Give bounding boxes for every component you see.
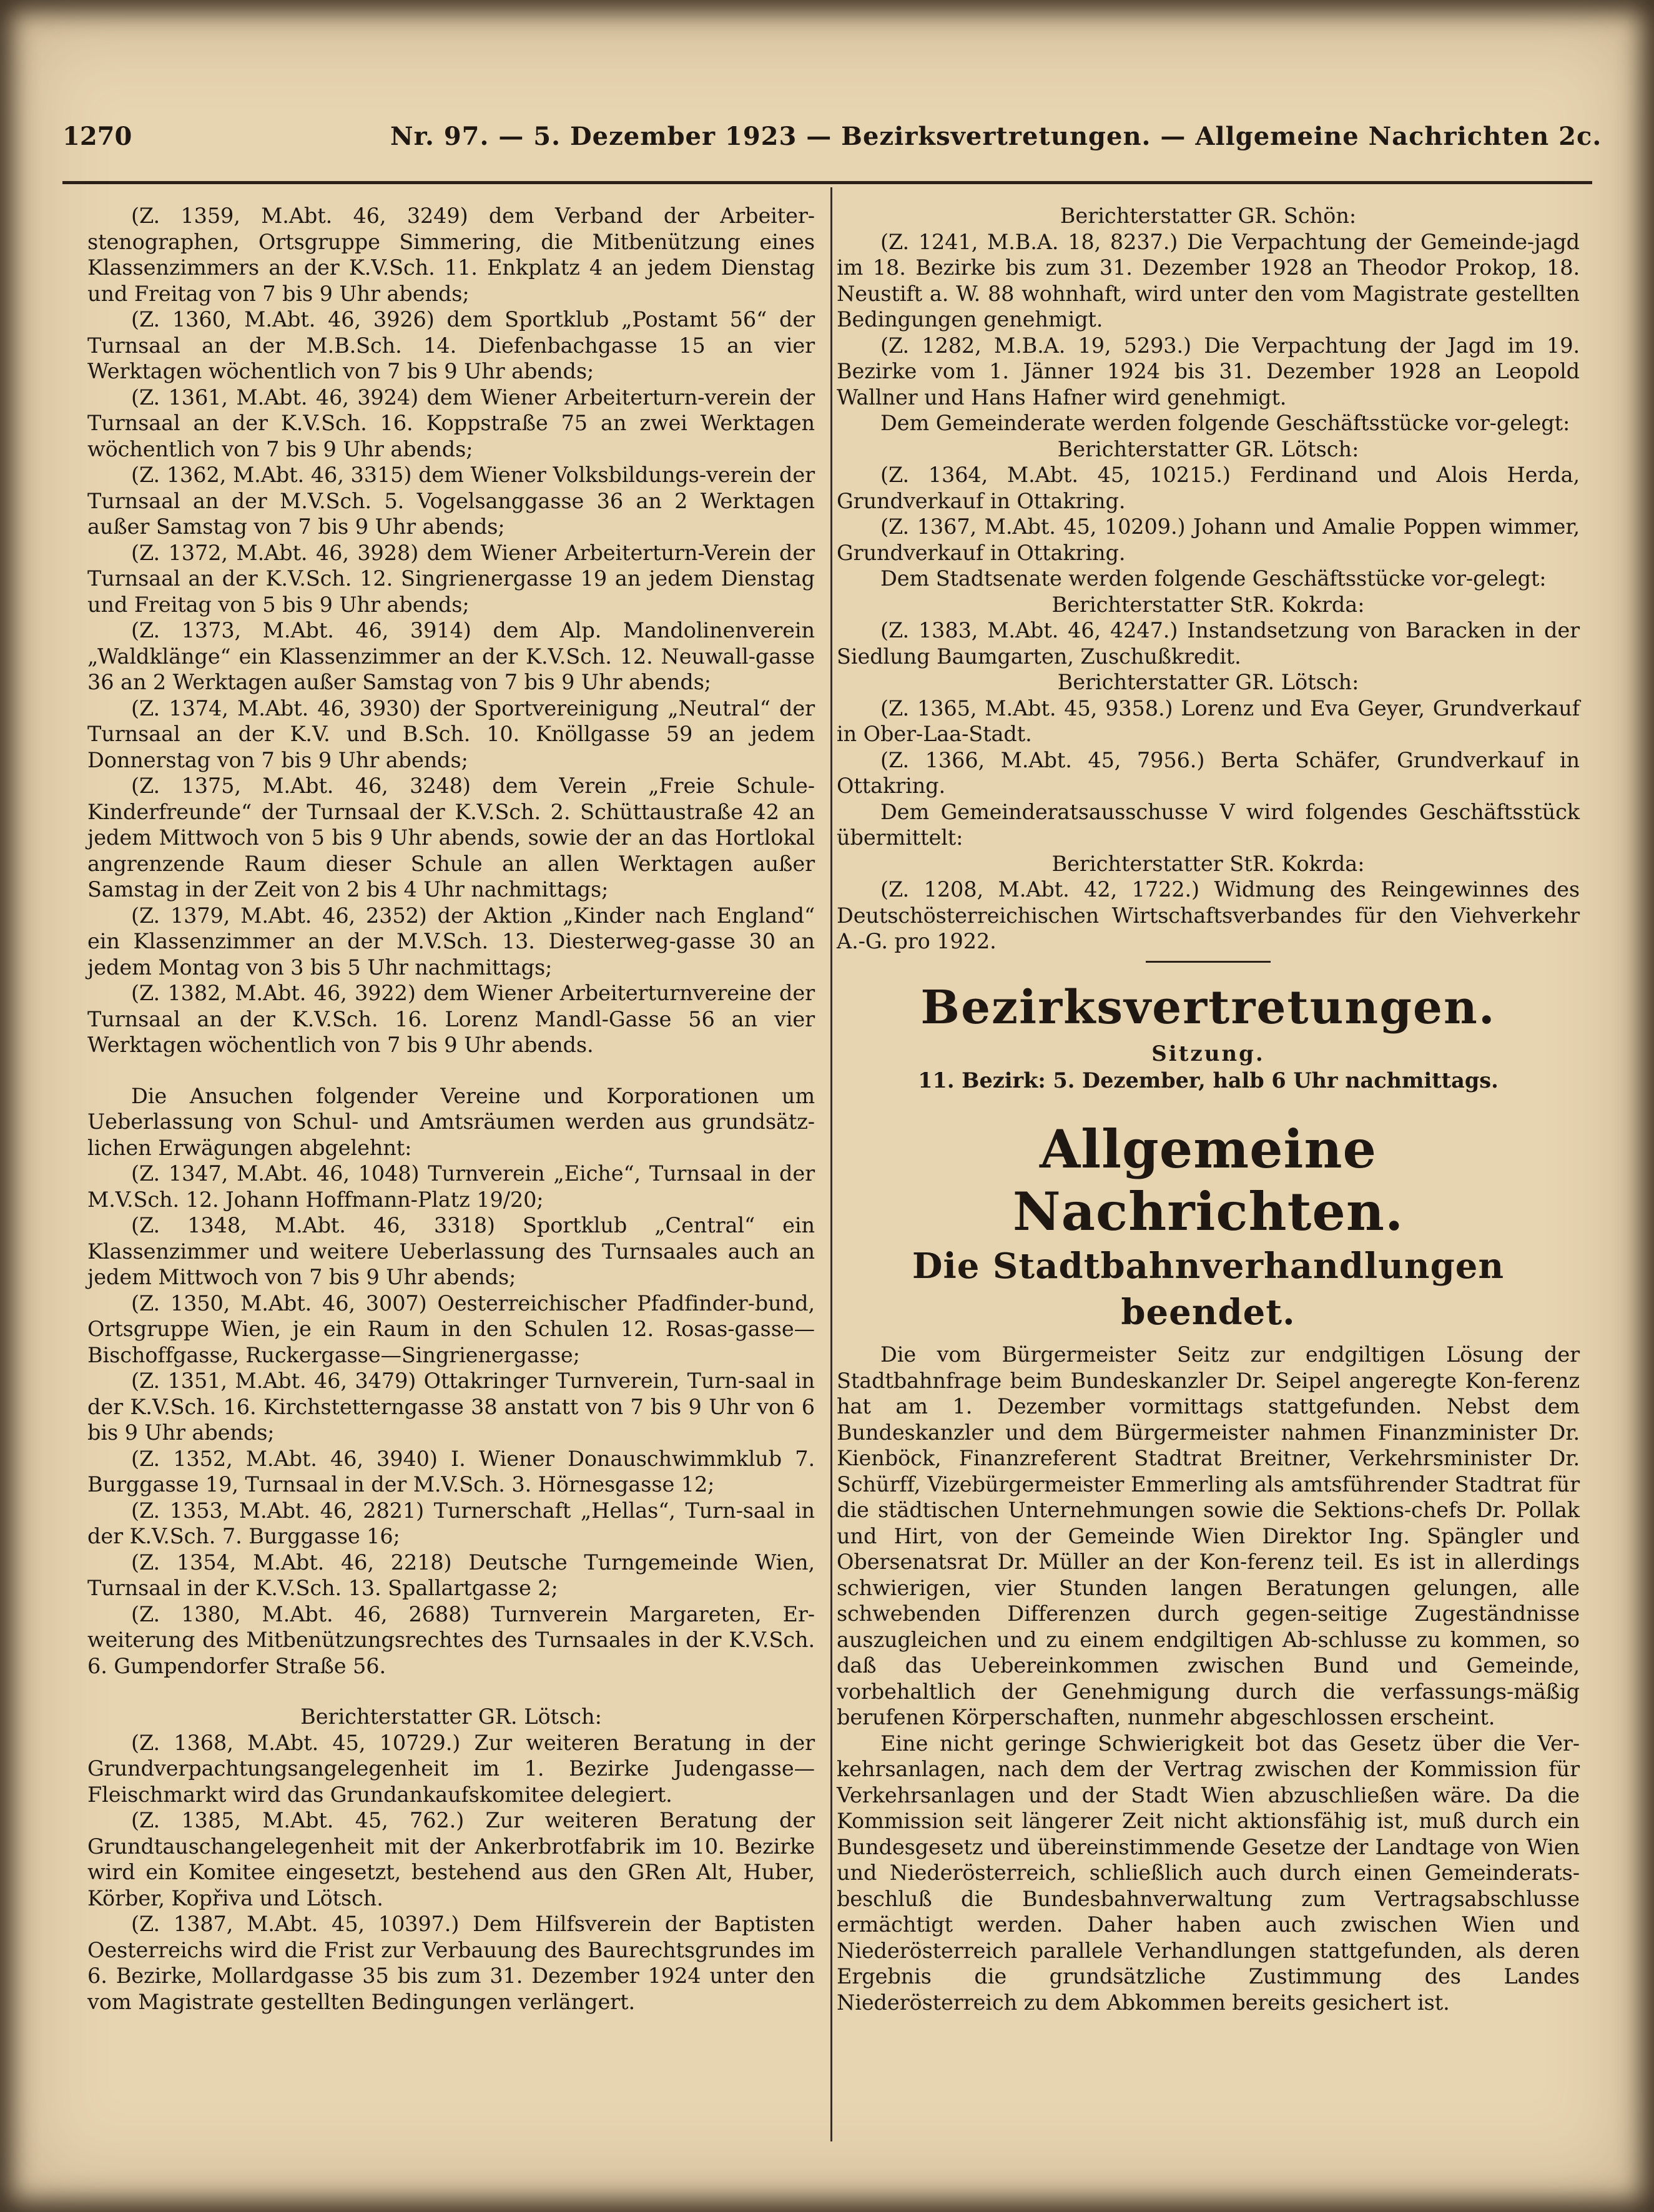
article-headline: Die Stadtbahnverhandlungen beendet.	[912, 1246, 1505, 1333]
paragraph: Eine nicht geringe Schwierigkeit bot das Gesetz über die Ver-kehrsanlagen, nach dem der Vertrag zwischen der Kommission für Verkehrsanlagen und der Stadt Wien abzuschließen wäre. Da die Kommission seit längerer Zeit nicht aktionsfähig ist, muß durch ein Bundesgesetz und übereinstimmende Gesetze der Landtage von Wien und Niederösterreich, schließlich auch durch einen Gemeinderats-beschluß die Bundesbahnverwaltung zum Vertragsabschlusse ermächtigt werden. Daher haben auch zwischen Wien und Niederösterreich parallele Verhandlungen stattgefunden, als deren Ergebnis die grundsätzliche Zustimmung des Landes Niederösterreich zu dem Abkommen bereits gesichert ist.	[837, 1731, 1580, 2015]
section-title: Allgemeine Nachrichten.	[1012, 1118, 1404, 1242]
paragraph: (Z. 1282, M.B.A. 19, 5293.) Die Verpachtung der Jagd im 19. Bezirke vom 1. Jänner 1924 bis 31. Dezember 1928 an Leopold Wallner und Hans Hafner wird genehmigt.	[837, 333, 1580, 410]
page-number: 1270	[62, 122, 132, 151]
paragraph: (Z. 1383, M.Abt. 46, 4247.) Instandsetzung von Baracken in der Siedlung Baumgarten, Zuschußkredit.	[837, 618, 1580, 669]
paragraph: (Z. 1372, M.Abt. 46, 3928) dem Wiener Arbeiterturn-Verein der Turnsaal an der K.V.Sch. 12. Singrienergasse 19 an jedem Dienstag und Freitag von 5 bis 9 Uhr abends;	[87, 540, 815, 617]
paragraph: (Z. 1353, M.Abt. 46, 2821) Turnerschaft „Hellas“, Turn-saal in der K.V.Sch. 7. Burggasse 16;	[87, 1498, 815, 1548]
paragraph: (Z. 1208, M.Abt. 42, 1722.) Widmung des Reingewinnes des Deutschösterreichischen Wirtschaftsverbandes für den Viehverkehr A.-G. pro 1922.	[837, 877, 1580, 953]
reporter-heading: Berichterstatter GR. Lötsch:	[300, 1704, 602, 1729]
paragraph: (Z. 1362, M.Abt. 46, 3315) dem Wiener Volksbildungs-verein der Turnsaal an der M.V.Sch. 5. Vogelsanggasse 36 an 2 Werktagen außer Samstag von 7 bis 9 Uhr abends;	[87, 463, 815, 539]
paragraph: (Z. 1241, M.B.A. 18, 8237.) Die Verpachtung der Gemeinde-jagd im 18. Bezirke bis zum 31. Dezember 1928 an Theodor Prokop, 18. Neustift a. W. 88 wohnhaft, wird unter den vom Magistrate gestellten Bedingungen genehmigt.	[837, 229, 1580, 332]
left-column	[87, 203, 815, 2015]
paragraph: Die Ansuchen folgender Vereine und Korporationen um Ueberlassung von Schul- und Amtsräumen werden aus grundsätz-lichen Erwägungen abgelehnt:	[87, 1083, 815, 1160]
paragraph: Dem Gemeinderatsausschusse V wird folgendes Geschäftsstück übermittelt:	[837, 799, 1580, 850]
paragraph: (Z. 1361, M.Abt. 46, 3924) dem Wiener Arbeiterturn-verein der Turnsaal an der K.V.Sch. 16. Koppstraße 75 an zwei Werktagen wöchentlich von 7 bis 9 Uhr abends;	[87, 385, 815, 461]
paragraph: Dem Stadtsenate werden folgende Geschäftsstücke vor-gelegt:	[880, 566, 1547, 591]
paragraph: (Z. 1379, M.Abt. 46, 2352) der Aktion „Kinder nach England“ ein Klassenzimmer an der M.V.Sch. 13. Diesterweg-gasse 30 an jedem Montag von 3 bis 5 Uhr nachmittags;	[87, 903, 815, 980]
reporter-heading: Berichterstatter GR. Lötsch:	[1057, 436, 1359, 461]
running-header	[62, 122, 1602, 165]
paragraph: (Z. 1348, M.Abt. 46, 3318) Sportklub „Central“ ein Klassenzimmer und weitere Ueberlassung des Turnsaales auch an jedem Mittwoch von 7 bis 9 Uhr abends;	[87, 1213, 815, 1289]
paragraph: (Z. 1366, M.Abt. 45, 7956.) Berta Schäfer, Grundverkauf in Ottakring.	[837, 747, 1580, 798]
right-column	[837, 203, 1580, 2015]
paragraph: Dem Gemeinderate werden folgende Geschäftsstücke vor-gelegt:	[880, 411, 1570, 435]
paragraph: (Z. 1368, M.Abt. 45, 10729.) Zur weiteren Beratung in der Grundverpachtungsangelegenheit im 1. Bezirke Judengasse—Fleischmarkt wird das Grundankaufskomitee delegiert.	[87, 1730, 815, 1807]
paragraph: (Z. 1387, M.Abt. 45, 10397.) Dem Hilfsverein der Baptisten Oesterreichs wird die Frist zur Verbauung des Baurechtsgrundes im 6. Bezirke, Mollardgasse 35 bis zum 31. Dezember 1924 unter den vom Magistrate gestellten Bedingungen verlängert.	[87, 1912, 815, 2014]
section-title: Bezirksvertretungen.	[920, 980, 1496, 1035]
reporter-heading: Berichterstatter StR. Kokrda:	[1051, 592, 1365, 617]
paragraph: (Z. 1375, M.Abt. 46, 3248) dem Verein „Freie Schule-Kinderfreunde“ der Turnsaal der K.V.Sch. 2. Schüttaustraße 42 an jedem Mittwoch von 5 bis 9 Uhr abends, sowie der an das Hortlokal angrenzende Raum dieser Schule an allen Werktagen außer Samstag in der Zeit von 2 bis 4 Uhr nachmittags;	[87, 774, 815, 902]
paragraph: (Z. 1374, M.Abt. 46, 3930) der Sportvereinigung „Neutral“ der Turnsaal an der K.V. und B.Sch. 10. Knöllgasse 59 an jedem Donnerstag von 7 bis 9 Uhr abends;	[87, 696, 815, 772]
paragraph: (Z. 1351, M.Abt. 46, 3479) Ottakringer Turnverein, Turn-saal in der K.V.Sch. 16. Kirchstetterngasse 38 anstatt von 7 bis 9 Uhr von 6 bis 9 Uhr abends;	[87, 1369, 815, 1445]
reporter-heading: Berichterstatter GR. Lötsch:	[1057, 670, 1359, 694]
paragraph: (Z. 1385, M.Abt. 45, 762.) Zur weiteren Beratung der Grundtauschangelegenheit mit der Ankerbrotfabrik im 10. Bezirke wird ein Komitee eingesetzt, bestehend aus den GRen Alt, Huber, Körber, Kopřiva und Lötsch.	[87, 1808, 815, 1910]
column-divider	[830, 187, 832, 2141]
paragraph: (Z. 1360, M.Abt. 46, 3926) dem Sportklub „Postamt 56“ der Turnsaal an der M.B.Sch. 14. Diefenbachgasse 15 an vier Werktagen wöchentlich von 7 bis 9 Uhr abends;	[87, 307, 815, 383]
paragraph: (Z. 1352, M.Abt. 46, 3940) I. Wiener Donauschwimmklub 7. Burggasse 19, Turnsaal in der M.V.Sch. 3. Hörnesgasse 12;	[87, 1446, 815, 1497]
paragraph: (Z. 1354, M.Abt. 46, 2218) Deutsche Turngemeinde Wien, Turnsaal in der K.V.Sch. 13. Spallartgasse 2;	[87, 1550, 815, 1600]
paragraph: (Z. 1382, M.Abt. 46, 3922) dem Wiener Arbeiterturnvereine der Turnsaal an der K.V.Sch. 16. Lorenz Mandl-Gasse 56 an vier Werktagen wöchentlich von 7 bis 9 Uhr abends.	[87, 981, 815, 1057]
paragraph: (Z. 1364, M.Abt. 45, 10215.) Ferdinand und Alois Herda, Grundverkauf in Ottakring.	[837, 463, 1580, 513]
section-subtitle: Sitzung.	[1151, 1041, 1265, 1066]
paragraph: (Z. 1350, M.Abt. 46, 3007) Oesterreichischer Pfadfinder-bund, Ortsgruppe Wien, je ein Raum in den Schulen 12. Rosas-gasse—Bischoffgasse, Ruckergasse—Singrienergasse;	[87, 1290, 815, 1367]
running-title: Nr. 97. — 5. Dezember 1923 — Bezirksvertretungen. — Allgemeine Nachrichten 2c.	[390, 122, 1602, 151]
reporter-heading: Berichterstatter StR. Kokrda:	[1051, 851, 1365, 876]
reporter-heading: Berichterstatter GR. Schön:	[1060, 204, 1357, 228]
paragraph: (Z. 1359, M.Abt. 46, 3249) dem Verband der Arbeiter-stenographen, Ortsgruppe Simmering, die Mitbenützung eines Klassenzimmers an der K.V.Sch. 11. Enkplatz 4 an jedem Dienstag und Freitag von 7 bis 9 Uhr abends;	[87, 204, 815, 306]
section-rule	[1146, 961, 1271, 963]
paragraph: (Z. 1365, M.Abt. 45, 9358.) Lorenz und Eva Geyer, Grundverkauf in Ober-Laa-Stadt.	[837, 696, 1580, 746]
header-rule	[62, 181, 1592, 184]
paragraph: Die vom Bürgermeister Seitz zur endgiltigen Lösung der Stadtbahnfrage beim Bundeskanzler Dr. Seipel angeregte Kon-ferenz hat am 1. Dezember vormittags stattgefunden. Nebst dem Bundeskanzler und dem Bürgermeister nahmen Finanzminister Dr. Kienböck, Finanzreferent Stadtrat Breitner, Verkehrsminister Dr. Schürff, Vizebürgermeister Emmerling als amtsführender Stadtrat für die städtischen Unternehmungen sowie die Sektions-chefs Dr. Pollak und Hirt, von der Gemeinde Wien Direktor Ing. Spängler und Obersenatsrat Dr. Müller an der Kon-ferenz teil. Es ist in allerdings schwierigen, vier Stunden langen Beratungen gelungen, alle schwebenden Differenzen durch gegen-seitige Zugeständnisse auszugleichen und zu einem endgiltigen Ab-schlusse zu kommen, so daß das Uebereinkommen zwischen Bund und Gemeinde, vorbehaltlich der Genehmigung durch die verfassungs-mäßig berufenen Körperschaften, nunmehr abgeschlossen erscheint.	[837, 1342, 1580, 1729]
paragraph: (Z. 1347, M.Abt. 46, 1048) Turnverein „Eiche“, Turnsaal in der M.V.Sch. 12. Johann Hoffmann-Platz 19/20;	[87, 1161, 815, 1212]
paragraph: (Z. 1373, M.Abt. 46, 3914) dem Alp. Mandolinenverein „Waldklänge“ ein Klassenzimmer an der K.V.Sch. 12. Neuwall-gasse 36 an 2 Werktagen außer Samstag von 7 bis 9 Uhr abends;	[87, 618, 815, 694]
meeting-line: 11. Bezirk: 5. Dezember, halb 6 Uhr nachmittags.	[918, 1068, 1499, 1093]
paragraph: (Z. 1367, M.Abt. 45, 10209.) Johann und Amalie Poppen wimmer, Grundverkauf in Ottakring.	[837, 514, 1580, 565]
paragraph: (Z. 1380, M.Abt. 46, 2688) Turnverein Margareten, Er-weiterung des Mitbenützungsrechtes des Turnsaales in der K.V.Sch. 6. Gumpendorfer Straße 56.	[87, 1601, 815, 1678]
